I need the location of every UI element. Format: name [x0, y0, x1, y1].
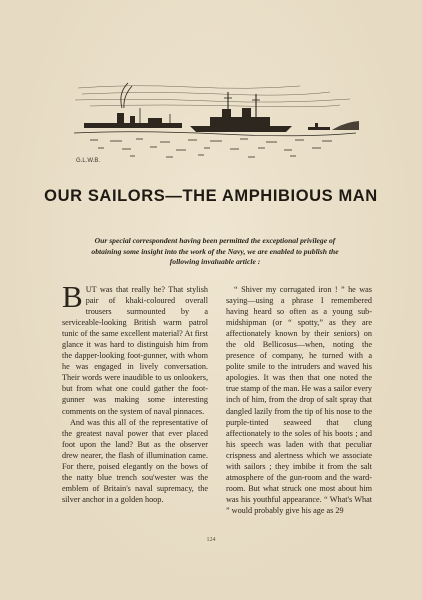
illustrator-signature: G.L.W.B. [76, 158, 101, 164]
paragraph-text: UT was that really he? That stylish pair of khaki-coloured overall trousers surmounted by a serviceable-looking British warm patrol tunic of the same excellent material? At first glance it was hard to distinguish him from the dapper-looking foot-gunner, with whom he was engaged in lively conversation. Their words were inaudible to us onlookers, but from what one could gather the foot-gunner was making some interesting comments on the system of naval pinnaces. [62, 285, 208, 416]
warships-illustration [70, 78, 360, 166]
page-number: 124 [206, 537, 216, 543]
smoke-plume [121, 83, 132, 108]
text-column-right [226, 284, 372, 516]
text-column-left [62, 279, 208, 505]
article-subtitle: Our special correspondent having been permitted the exceptional privilege of obtaining some insight into the work of the Navy, we are enabled to publish the following invaluable article : [91, 236, 339, 266]
destroyer-left [84, 108, 182, 128]
article-title: OUR SAILORS—THE AMPHIBIOUS MAN [44, 187, 378, 205]
paragraph: And was this all of the representative of the greatest naval power that ever placed foot upon the land? But as the observer drew nearer, the flash of illumination came. For there, poised elegantly on the bows of the natty blue trench sou'wester was the emblem of Britain's naval supremacy, the silver anchor in a golden hoop. [62, 417, 208, 504]
paragraph: “ Shiver my corrugated iron ! ” he was saying—using a phrase I remembered having heard so often as a young sub-midshipman (or “ spotty,” as they are affectionately known by their seniors) on the old Bellicosus—when, noting the presence of company, he turned with a polite smile to the intruders and waved his apologies. It was then that one noted the true stamp of the man. He was a sailor every inch of him, from the drop of salt spray that dangled lazily from the tip of his nose to the purple-tinted seaweed that clung affectionately to the soles of his boots ; and his speech was laden with that peculiar crispness and alertness which we associate with sailors ; they imbibe it from the salt atmosphere of the gun-room and the ward-room. But what struck one most about him was his youthful appearance. “ What's What ” would probably give his age as 29 [226, 285, 372, 515]
battleship-right [190, 92, 292, 132]
drop-cap: B [62, 279, 83, 314]
coastline [332, 121, 359, 130]
paragraph [62, 279, 208, 417]
distant-ship [308, 123, 330, 130]
sea-waves [74, 132, 356, 157]
sky-hatching [75, 86, 350, 107]
